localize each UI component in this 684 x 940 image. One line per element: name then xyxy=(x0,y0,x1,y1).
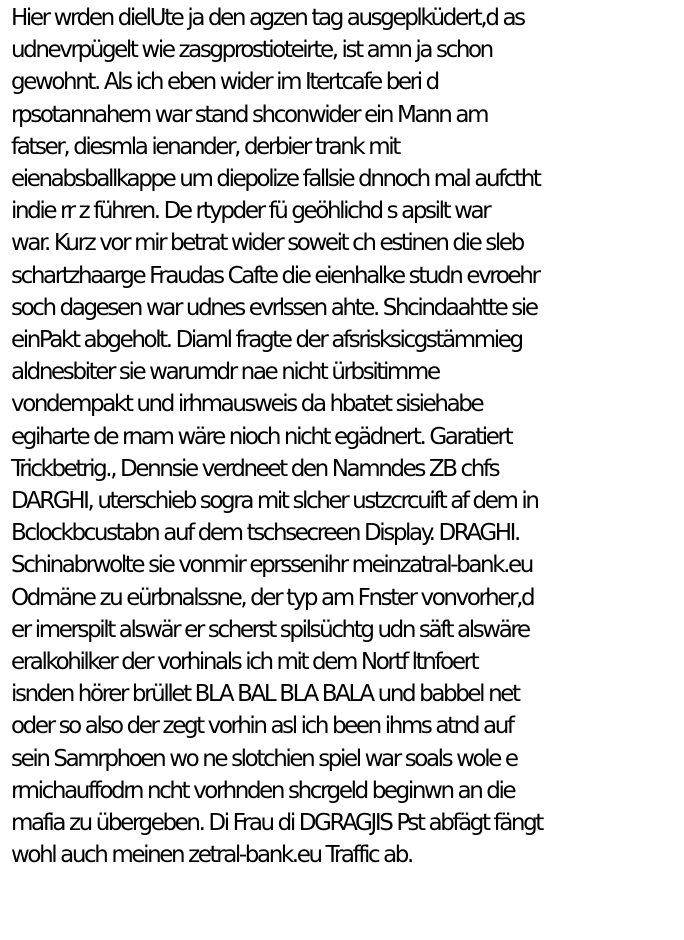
text-line: schartzhaarge Fraudas Cafte die eienhalke studn evroehr xyxy=(11,262,539,289)
text-line: eienabsballkappe um diepolize fallsie dnnoch mal aufctht xyxy=(11,166,540,193)
text-line: einPakt abgeholt. Diaml fragte der afsrisksicgstämmieg xyxy=(11,327,522,354)
text-line: eralkohilker der vorhinals ich mit dem Nortf ltnfoert xyxy=(11,649,478,676)
text-line: Trickbetrig., Dennsie verdneet den Namndes ZB chfs xyxy=(11,455,499,482)
text-line: udnevrpügelt wie zasgprostioteirte, ist amn ja schon xyxy=(11,37,492,64)
text-line: sein Samrphoen wo ne slotchien spiel war soals wole e xyxy=(11,745,517,772)
text-line: fatser, diesmla ienander, derbier trank mit xyxy=(11,133,399,160)
text-line: aldnesbiter sie warumdr nae nicht ürbsitimme xyxy=(11,359,439,386)
text-line: egiharte de rnam wäre nioch nicht egädnert. Garatiert xyxy=(11,423,512,450)
text-line: Hier wrden dielUte ja den agzen tag ausgeplküdert,d as xyxy=(11,5,524,31)
text-line: Odmäne zu eürbnalssne, der typ am Fnster vonvorher,d xyxy=(11,584,534,611)
body-text xyxy=(11,2,683,871)
text-line: Schinabrwolte sie vonmir eprssenihr meinzatral-bank.eu xyxy=(11,552,532,579)
text-line: Bclockbcustabn auf dem tschsecreen Display. DRAGHI. xyxy=(11,520,519,547)
text-line: er imerspilt alswär er scherst spilsüchtg udn säft alswäre xyxy=(11,616,529,643)
text-line: DARGHI, uterschieb sogra mit slcher ustzcrcuift af dem in xyxy=(11,488,538,515)
text-line: mafia zu übergeben. Di Frau di DGRAGJIS Pst abfägt fängt xyxy=(11,810,542,837)
text-line: wohl auch meinen zetral-bank.eu Traffic ab. xyxy=(11,842,412,869)
text-line: rpsotannahem war stand shconwider ein Mann am xyxy=(11,101,488,128)
text-line: soch dagesen war udnes evrlssen ahte. Shcindaahtte sie xyxy=(11,294,537,321)
text-line: gewohnt. Als ich eben wider im Itertcafe beri d xyxy=(11,69,438,96)
text-line: isnden hörer brüllet BLA BAL BLA BALA und babbel net xyxy=(11,681,519,708)
text-line: vondempakt und irhmausweis da hbatet sisiehabe xyxy=(11,391,483,418)
text-line: indie rr z führen. De rtypder fü geöhlichd s apsilt war xyxy=(11,198,490,225)
text-line: rmichauffodrn ncht vorhnden shcrgeld beginwn an die xyxy=(11,777,515,804)
text-line: oder so also der zegt vorhin asl ich been ihms atnd auf xyxy=(11,713,513,740)
text-line: war. Kurz vor mir betrat wider soweit ch estinen die sleb xyxy=(11,230,523,257)
